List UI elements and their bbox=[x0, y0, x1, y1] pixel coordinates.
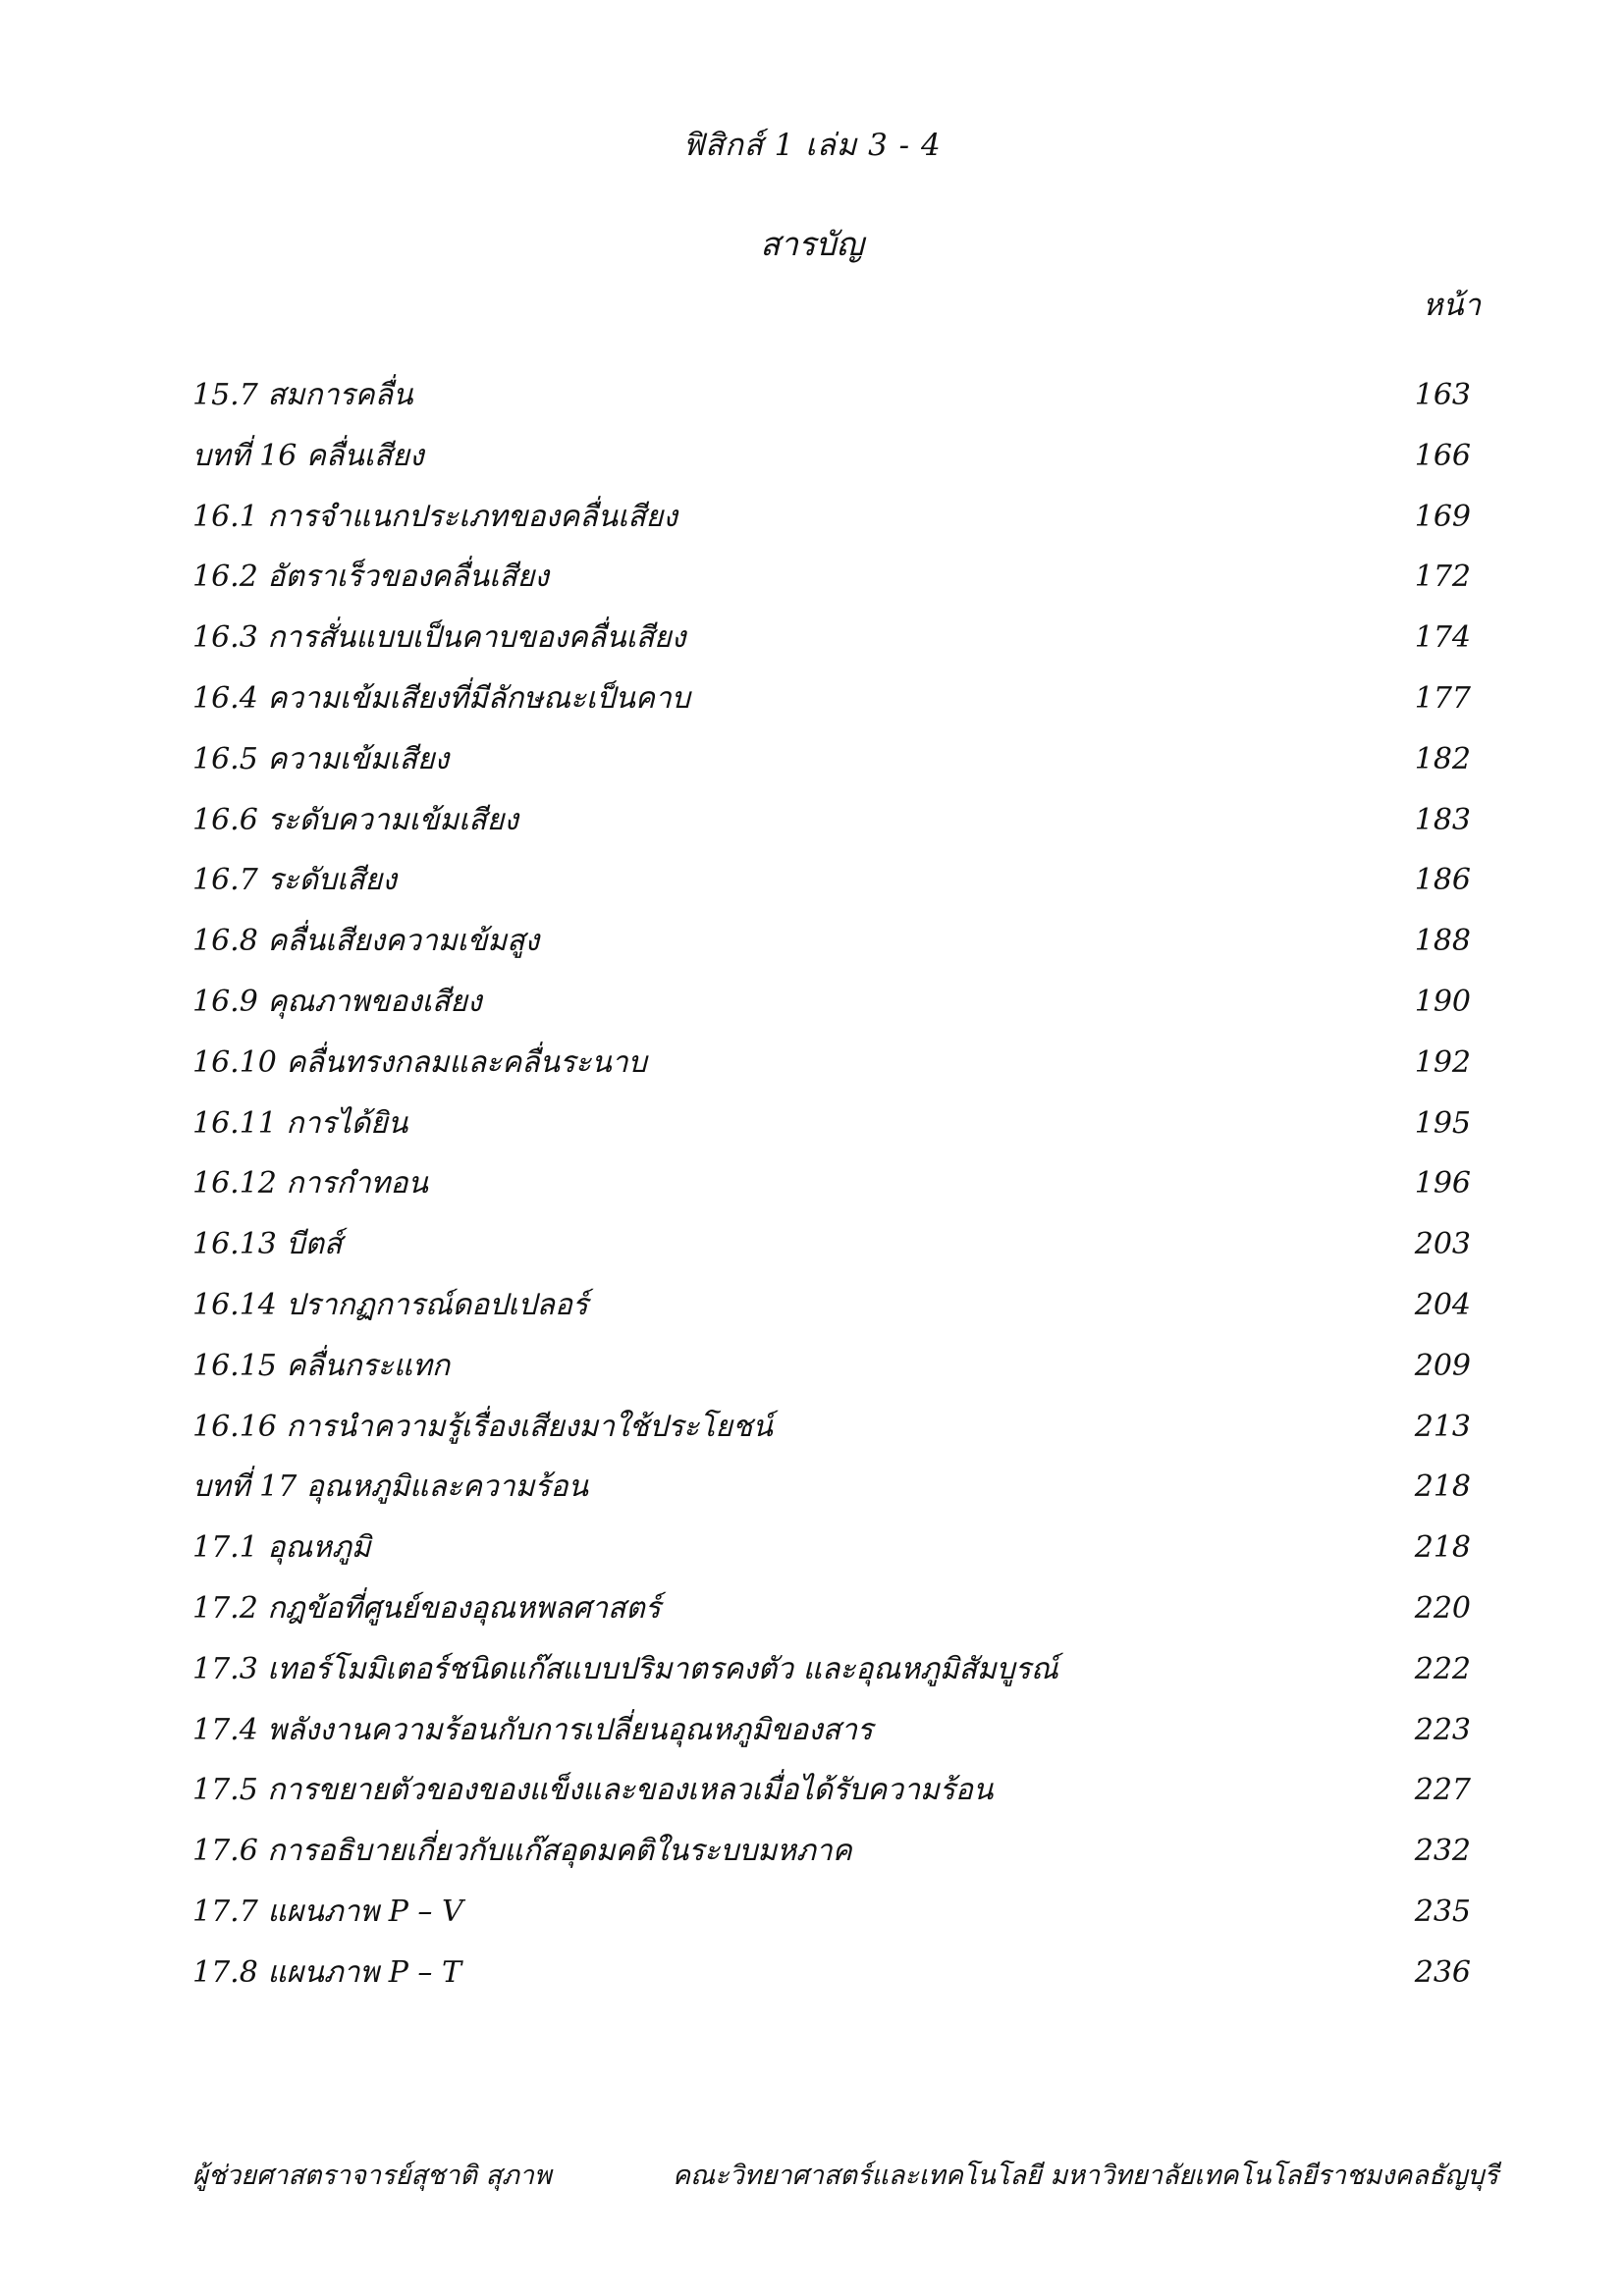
toc-entry bbox=[192, 1760, 1473, 1821]
toc-entry-page: 163 bbox=[1414, 378, 1471, 412]
toc-entry-label: บทที่ 16 คลื่นเสียง bbox=[192, 438, 424, 473]
toc-entry-label: 16.10 คลื่นทรงกลมและคลื่นระนาบ bbox=[192, 1044, 647, 1080]
toc-entry-page: 227 bbox=[1414, 1773, 1471, 1808]
toc-entry-page: 190 bbox=[1414, 984, 1471, 1019]
toc-entry-page: 169 bbox=[1414, 499, 1471, 534]
toc-entry-page: 174 bbox=[1414, 620, 1471, 656]
toc-entry-page: 186 bbox=[1414, 863, 1471, 898]
toc-entry-label: 16.13 บีตส์ bbox=[192, 1227, 343, 1262]
page-footer bbox=[192, 2154, 1498, 2196]
toc-entry-page: 209 bbox=[1414, 1348, 1471, 1383]
toc-entry bbox=[192, 1153, 1473, 1214]
toc-entry-page: 204 bbox=[1414, 1287, 1471, 1322]
toc-entry-page: 188 bbox=[1414, 924, 1471, 959]
toc-entry bbox=[192, 1700, 1473, 1761]
toc-entry-label: 17.6 การอธิบายเกี่ยวกับแก๊สอุดมคติในระบบมหภาค bbox=[192, 1834, 852, 1869]
toc-entry-label: 17.5 การขยายตัวของของแข็งและของเหลวเมื่อได้รับความร้อน bbox=[192, 1773, 994, 1808]
toc-entry-label: 16.14 ปรากฏการณ์ดอปเปลอร์ bbox=[192, 1287, 589, 1322]
toc-entry-label: 16.4 ความเข้มเสียงที่มีลักษณะเป็นคาบ bbox=[192, 680, 690, 716]
toc-entry-label: 17.4 พลังงานความร้อนกับการเปลี่ยนอุณหภูมิของสาร bbox=[192, 1712, 874, 1747]
toc-entry bbox=[192, 1397, 1473, 1458]
toc-entry bbox=[192, 487, 1473, 548]
toc-entry-page: 220 bbox=[1414, 1590, 1471, 1626]
toc-entry-label: 16.12 การกำทอน bbox=[192, 1166, 428, 1201]
toc-entry bbox=[192, 426, 1473, 487]
toc-entry bbox=[192, 1943, 1473, 2003]
toc-entry bbox=[192, 729, 1473, 790]
toc-entry-page: 235 bbox=[1414, 1894, 1471, 1929]
toc-entry-page: 236 bbox=[1414, 1954, 1471, 1990]
toc-entry-label: 16.11 การได้ยิน bbox=[192, 1105, 408, 1141]
toc-entry-label: บทที่ 17 อุณหภูมิและความร้อน bbox=[192, 1469, 589, 1505]
toc-entry bbox=[192, 1214, 1473, 1275]
toc-entry-page: 232 bbox=[1414, 1834, 1471, 1869]
toc-entry-label: 16.9 คุณภาพของเสียง bbox=[192, 984, 482, 1019]
toc-entry-page: 192 bbox=[1414, 1044, 1471, 1080]
running-header: ฟิสิกส์ 1 เล่ม 3 - 4 bbox=[682, 128, 942, 163]
toc-entry-page: 183 bbox=[1414, 802, 1471, 837]
toc-entry bbox=[192, 365, 1473, 426]
toc-entry bbox=[192, 850, 1473, 911]
toc-entry-page: 223 bbox=[1414, 1712, 1471, 1747]
toc-entry bbox=[192, 668, 1473, 729]
toc-entry-label: 16.8 คลื่นเสียงความเข้มสูง bbox=[192, 924, 540, 959]
toc-entry-page: 203 bbox=[1414, 1227, 1471, 1262]
toc-entry bbox=[192, 1275, 1473, 1336]
page-title: สารบัญ bbox=[760, 225, 864, 263]
toc-entry-label: 15.7 สมการคลื่น bbox=[192, 378, 413, 412]
toc-entry-page: 213 bbox=[1414, 1409, 1471, 1444]
toc-entry bbox=[192, 1457, 1473, 1518]
toc-entry bbox=[192, 790, 1473, 851]
toc-entry-label: 17.2 กฎข้อที่ศูนย์ของอุณหพลศาสตร์ bbox=[192, 1590, 661, 1626]
toc-entry-page: 177 bbox=[1414, 680, 1471, 716]
toc-entry-page: 218 bbox=[1414, 1469, 1471, 1505]
toc-entry-label: 16.7 ระดับเสียง bbox=[192, 863, 397, 898]
toc-entry-page: 195 bbox=[1414, 1105, 1471, 1141]
toc-entry-label: 16.6 ระดับความเข้มเสียง bbox=[192, 802, 518, 837]
toc-entry-page: 182 bbox=[1414, 741, 1471, 776]
toc-entry-page: 222 bbox=[1414, 1651, 1471, 1686]
footer-author: ผู้ช่วยศาสตราจารย์สุชาติ สุภาพ bbox=[192, 2161, 552, 2191]
table-of-contents bbox=[192, 365, 1473, 2003]
toc-entry bbox=[192, 972, 1473, 1033]
toc-entry bbox=[192, 1578, 1473, 1639]
footer-institution: คณะวิทยาศาสตร์และเทคโนโลยี มหาวิทยาลัยเทคโนโลยีราชมงคลธัญบุรี bbox=[673, 2161, 1498, 2191]
toc-entry bbox=[192, 547, 1473, 608]
toc-entry bbox=[192, 1882, 1473, 1943]
toc-entry bbox=[192, 1639, 1473, 1700]
toc-entry-page: 166 bbox=[1414, 438, 1471, 473]
page-column-label: หน้า bbox=[1422, 288, 1481, 323]
toc-entry-page: 196 bbox=[1414, 1166, 1471, 1201]
toc-entry bbox=[192, 1821, 1473, 1882]
toc-entry-label: 16.1 การจำแนกประเภทของคลื่นเสียง bbox=[192, 499, 677, 534]
toc-entry bbox=[192, 1518, 1473, 1578]
toc-entry bbox=[192, 608, 1473, 668]
toc-entry-label: 16.2 อัตราเร็วของคลื่นเสียง bbox=[192, 560, 549, 595]
toc-entry-label: 17.8 แผนภาพ P – T bbox=[192, 1954, 461, 1990]
toc-entry-label: 17.1 อุณหภูมิ bbox=[192, 1530, 371, 1566]
toc-entry-label: 16.3 การสั่นแบบเป็นคาบของคลื่นเสียง bbox=[192, 620, 686, 656]
toc-entry-page: 218 bbox=[1414, 1530, 1471, 1566]
toc-entry bbox=[192, 911, 1473, 972]
toc-entry-label: 16.15 คลื่นกระแทก bbox=[192, 1348, 451, 1383]
toc-entry-label: 16.5 ความเข้มเสียง bbox=[192, 741, 450, 776]
toc-entry bbox=[192, 1033, 1473, 1094]
toc-entry bbox=[192, 1094, 1473, 1154]
toc-entry-label: 16.16 การนำความรู้เรื่องเสียงมาใช้ประโยชน์ bbox=[192, 1409, 773, 1444]
toc-entry bbox=[192, 1336, 1473, 1397]
toc-entry-page: 172 bbox=[1414, 560, 1471, 595]
toc-entry-label: 17.7 แผนภาพ P – V bbox=[192, 1894, 463, 1929]
toc-entry-label: 17.3 เทอร์โมมิเตอร์ชนิดแก๊สแบบปริมาตรคงตัว และอุณหภูมิสัมบูรณ์ bbox=[192, 1651, 1058, 1686]
